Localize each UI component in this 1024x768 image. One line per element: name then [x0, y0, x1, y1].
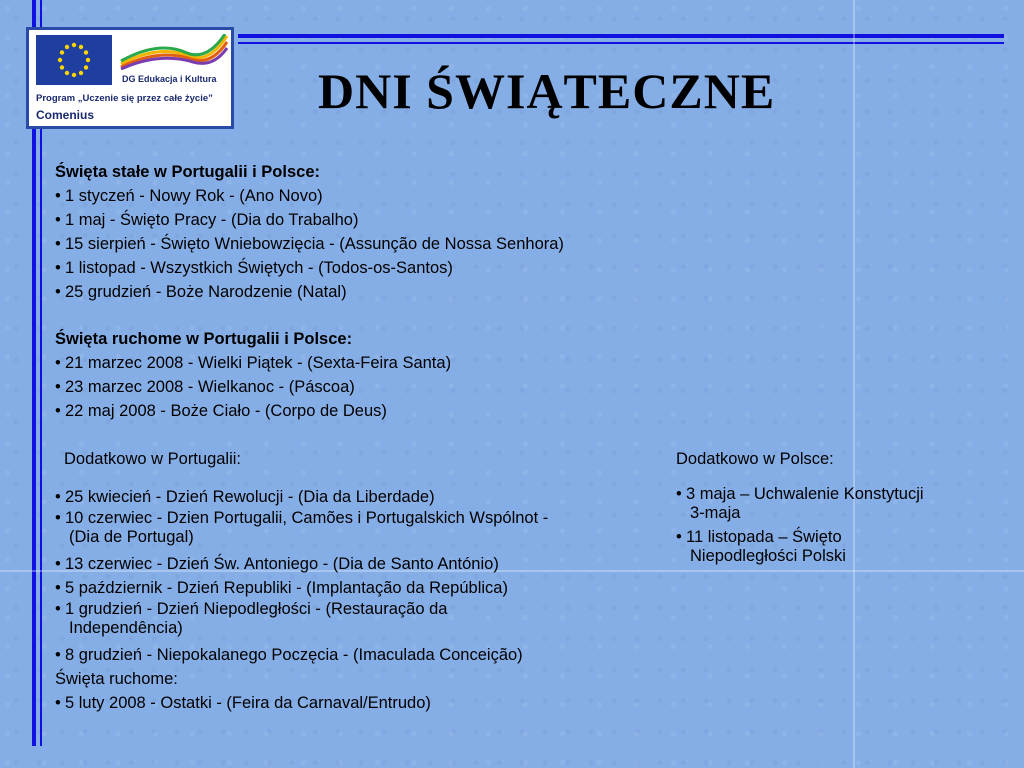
list-item-continuation: Independência) [69, 619, 183, 637]
eu-flag-icon [36, 35, 112, 85]
list-item [55, 600, 665, 638]
list-item [676, 485, 996, 523]
poland-section [676, 447, 996, 571]
list-item: • 25 grudzień - Boże Narodzenie (Natal) [55, 280, 564, 304]
portugal-heading: Dodatkowo w Portugalii: [64, 450, 242, 468]
list-item-continuation: (Dia de Portugal) [69, 528, 194, 546]
logo-comenius-text: Comenius [36, 108, 95, 122]
top-horizontal-rule [238, 34, 1004, 38]
page-title: DNI ŚWIĄTECZNE [318, 63, 776, 119]
list-item: • 8 grudzień - Niepokalanego Poczęcia - (Imaculada Conceição) [55, 643, 665, 667]
list-item: • 1 maj - Święto Pracy - (Dia do Trabalho) [55, 208, 564, 232]
program-wave-icon [119, 34, 229, 70]
list-item: • 13 czerwiec - Dzień Św. Antoniego - (Dia de Santo António) [55, 552, 665, 576]
list-item: • 25 kwiecień - Dzień Rewolucji - (Dia da Liberdade) [55, 485, 665, 509]
moving-holidays-heading: Święta ruchome w Portugalii i Polsce: [55, 330, 353, 348]
portugal-section [55, 447, 665, 715]
list-item: • 5 październik - Dzień Republiki - (Implantação da República) [55, 576, 665, 600]
list-item [676, 528, 996, 566]
list-item: • 1 styczeń - Nowy Rok - (Ano Novo) [55, 184, 564, 208]
list-item-continuation: 3-maja [690, 504, 741, 522]
list-item [55, 509, 665, 547]
logo-dg-text: DG Edukacja i Kultura [122, 74, 217, 84]
comenius-logo [26, 27, 234, 129]
list-item: • 1 listopad - Wszystkich Świętych - (Todos-os-Santos) [55, 256, 564, 280]
texture-vertical-line [853, 0, 855, 768]
list-item: • 21 marzec 2008 - Wielki Piątek - (Sexta-Feira Santa) [55, 351, 451, 375]
list-item-line: 10 czerwiec - Dzien Portugalii, Camões i Portugalskich Wspólnot - [65, 509, 549, 527]
list-item-line: 1 grudzień - Dzień Niepodległości - (Restauração da [65, 600, 448, 618]
moving-holidays-section [55, 327, 451, 423]
fixed-holidays-heading: Święta stałe w Portugalii i Polsce: [55, 163, 320, 181]
logo-program-text: Program „Uczenie się przez całe życie” [36, 93, 213, 104]
fixed-holidays-section [55, 160, 564, 304]
list-item: • 5 luty 2008 - Ostatki - (Feira da Carnaval/Entrudo) [55, 691, 665, 715]
list-item: • 15 sierpień - Święto Wniebowzięcia - (Assunção de Nossa Senhora) [55, 232, 564, 256]
list-item-continuation: Niepodległości Polski [690, 547, 846, 565]
list-item: • 23 marzec 2008 - Wielkanoc - (Páscoa) [55, 375, 451, 399]
portugal-moving-label: Święta ruchome: [55, 670, 178, 688]
list-item: • 22 maj 2008 - Boże Ciało - (Corpo de Deus) [55, 399, 451, 423]
list-item-line: 11 listopada – Święto [686, 528, 842, 546]
top-horizontal-rule-thin [238, 42, 1004, 44]
poland-heading: Dodatkowo w Polsce: [676, 450, 834, 468]
list-item-line: 3 maja – Uchwalenie Konstytucji [686, 485, 924, 503]
